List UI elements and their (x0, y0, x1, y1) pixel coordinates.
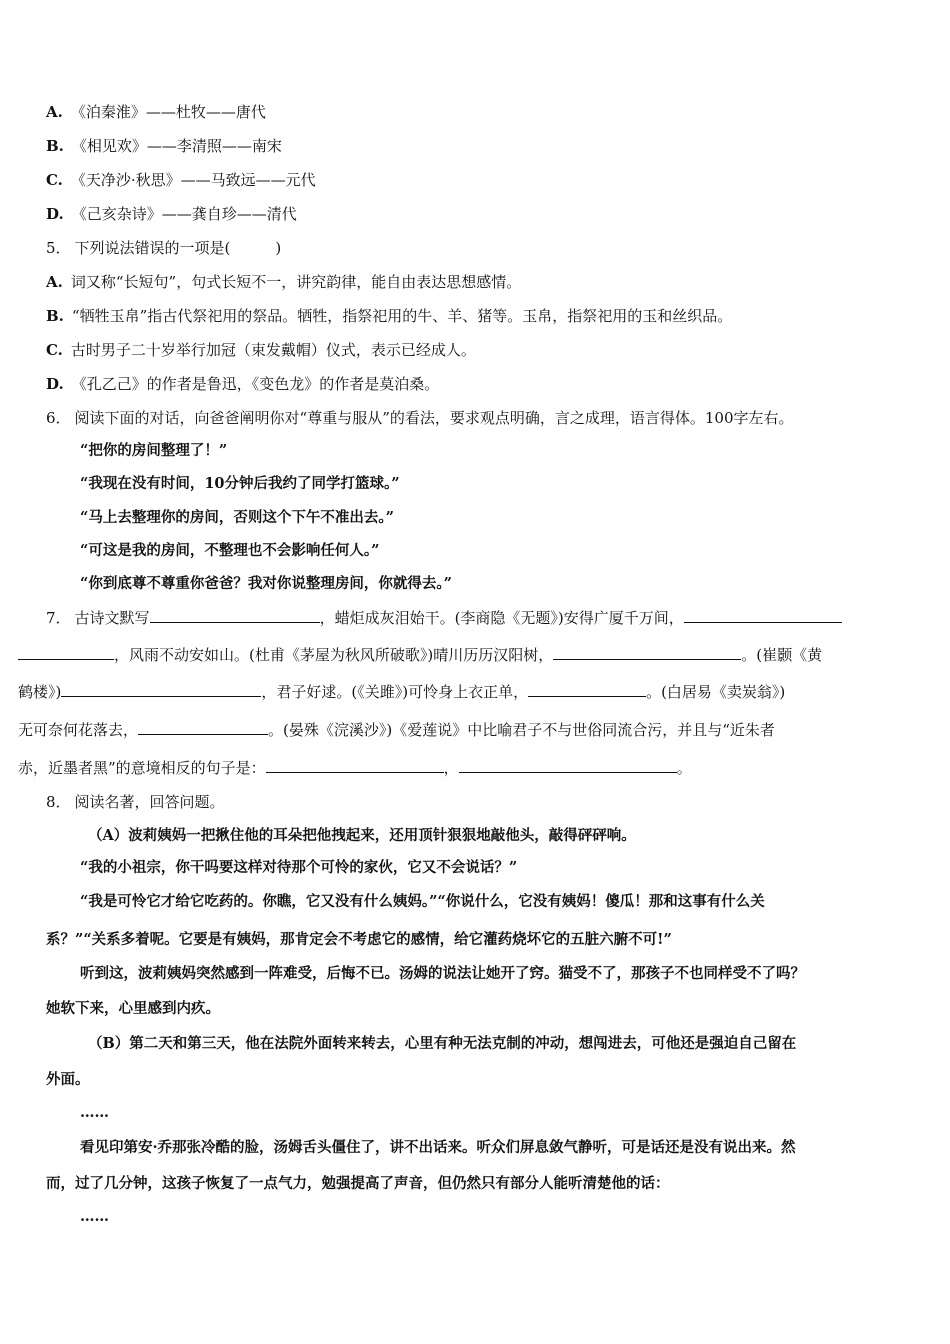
q7-line-5: 赤，近墨者黑”的意境相反的句子是： ， 。 (18, 759, 692, 777)
q7-line-1: 7． 古诗文默写 ，蜡炬成灰泪始干。(李商隐《无题》)安得广厦千万间， (46, 608, 842, 628)
answer-blank[interactable] (150, 608, 320, 623)
passage-a-line: “我是可怜它才给它吃药的。你瞧，它又没有什么姨妈。”“你说什么，它没有姨妈！傻瓜！那和这事有什么关 (80, 893, 765, 910)
q8-stem: 8． 阅读名著，回答问题。 (46, 793, 225, 811)
passage-a-line: 听到这，波莉姨妈突然感到一阵难受，后悔不已。汤姆的说法让她开了窍。猫受不了，那孩子不也同样受不了吗？ (80, 965, 805, 982)
passage-b-line: 外面。 (46, 1071, 90, 1088)
q7-line-3: 鹤楼》) ，君子好逑。(《关雎》)可怜身上衣正单， 。(白居易《卖炭翁》) (18, 683, 786, 701)
q7-line-4: 无可奈何花落去， 。(晏殊《浣溪沙》)《爱莲说》中比喻君子不与世俗同流合污，并且与“近朱者 (18, 721, 775, 739)
answer-blank[interactable] (684, 608, 842, 623)
q5-stem: 5． 下列说法错误的一项是( ) (46, 239, 282, 257)
passage-a-line: 她软下来，心里感到内疚。 (46, 1000, 220, 1017)
q4-option-c: C. 《天净沙·秋思》——马致远——元代 (46, 171, 316, 189)
answer-blank[interactable] (528, 682, 646, 697)
passage-b-line: 而，过了几分钟，这孩子恢复了一点气力，勉强提高了声音，但仍然只有部分人能听清楚他的话： (46, 1175, 670, 1192)
q6-dialogue-line: “可这是我的房间，不整理也不会影响任何人。” (80, 542, 380, 559)
passage-b-line: 看见印第安·乔那张冷酷的脸，汤姆舌头僵住了，讲不出话来。听众们屏息敛气静听，可是话还是没有说出来。然 (80, 1139, 796, 1156)
q5-option-a: A. 词又称“长短句”，句式长短不一，讲究韵律，能自由表达思想感情。 (46, 273, 522, 291)
answer-blank[interactable] (266, 758, 444, 773)
answer-blank[interactable] (138, 720, 268, 735)
answer-blank[interactable] (18, 645, 114, 660)
passage-a-line: 系？”“关系多着呢。它要是有姨妈，那肯定会不考虑它的感情，给它灌药烧坏它的五脏六腑不可!” (46, 931, 672, 948)
q6-dialogue-line: “你到底尊不尊重你爸爸？我对你说整理房间，你就得去。” (80, 575, 452, 592)
answer-blank[interactable] (459, 758, 677, 773)
q6-dialogue-line: “我现在没有时间，10分钟后我约了同学打篮球。” (80, 475, 400, 492)
passage-a-line: （A）波莉姨妈一把揪住他的耳朵把他拽起来，还用顶针狠狠地敲他头，敲得砰砰响。 (88, 827, 636, 844)
q6-dialogue-line: “把你的房间整理了！” (80, 442, 228, 459)
answer-blank[interactable] (553, 645, 741, 660)
q5-option-d: D. 《孔乙己》的作者是鲁迅，《变色龙》的作者是莫泊桑。 (46, 375, 440, 393)
ellipsis: …… (80, 1104, 109, 1121)
q6-stem: 6． 阅读下面的对话，向爸爸阐明你对“尊重与服从”的看法，要求观点明确，言之成理，语言得体。100字左右。 (46, 409, 794, 427)
q5-option-c: C. 古时男子二十岁举行加冠（束发戴帽）仪式，表示已经成人。 (46, 341, 476, 359)
q7-line-2: ，风雨不动安如山。(杜甫《茅屋为秋风所破歌》)晴川历历汉阳树， 。(崔颢《黄 (18, 645, 822, 665)
q5-option-b: B. “牺牲玉帛”指古代祭祀用的祭品。牺牲，指祭祀用的牛、羊、猪等。玉帛，指祭祀用的玉和丝织品。 (46, 307, 733, 325)
passage-b-line: （B）第二天和第三天，他在法院外面转来转去，心里有种无法克制的冲动，想闯进去，可他还是强迫自己留在 (88, 1035, 797, 1052)
q4-option-a: A. 《泊秦淮》——杜牧——唐代 (46, 103, 266, 121)
q4-option-b: B. 《相见欢》——李清照——南宋 (46, 137, 282, 155)
q4-option-d: D. 《己亥杂诗》——龚自珍——清代 (46, 205, 297, 223)
q6-dialogue-line: “马上去整理你的房间，否则这个下午不准出去。” (80, 509, 394, 526)
answer-blank[interactable] (61, 682, 261, 697)
ellipsis: …… (80, 1208, 109, 1225)
passage-a-line: “我的小祖宗，你干吗要这样对待那个可怜的家伙，它又不会说话？” (80, 859, 518, 876)
